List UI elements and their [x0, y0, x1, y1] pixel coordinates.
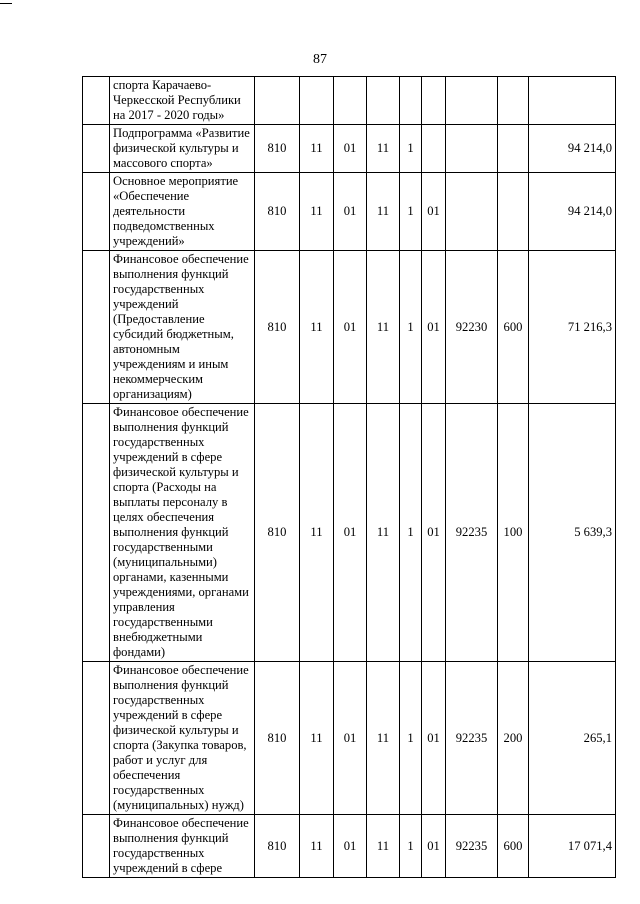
subprogram-code: 1	[400, 404, 422, 662]
table-row	[83, 125, 616, 173]
direction-code: 92230	[446, 251, 498, 404]
section-code: 11	[300, 404, 334, 662]
expense-name: Подпрограмма «Развитие физической культуры и массового спорта»	[110, 125, 255, 173]
amount: 265,1	[529, 662, 616, 815]
subprogram-code: 1	[400, 662, 422, 815]
direction-code: 92235	[446, 662, 498, 815]
subprogram-code: 1	[400, 815, 422, 878]
ministry-code: 810	[255, 251, 300, 404]
expense-type-code	[498, 173, 529, 251]
program-code	[367, 77, 400, 125]
expense-name: Основное мероприятие «Обеспечение деятельности подведомственных учреждений»	[110, 173, 255, 251]
subprogram-code: 1	[400, 173, 422, 251]
expense-type-code: 600	[498, 815, 529, 878]
table-row	[83, 815, 616, 878]
event-code: 01	[422, 815, 446, 878]
ministry-code: 810	[255, 815, 300, 878]
row-number-cell	[83, 125, 110, 173]
program-code: 11	[367, 173, 400, 251]
expense-type-code	[498, 125, 529, 173]
budget-table	[82, 76, 616, 878]
amount	[529, 77, 616, 125]
event-code: 01	[422, 662, 446, 815]
subsection-code: 01	[334, 662, 367, 815]
amount: 94 214,0	[529, 125, 616, 173]
section-code	[300, 77, 334, 125]
page-number: 87	[313, 52, 327, 67]
subsection-code	[334, 77, 367, 125]
table-row	[83, 251, 616, 404]
table-row	[83, 662, 616, 815]
amount: 5 639,3	[529, 404, 616, 662]
expense-name: Финансовое обеспечение выполнения функций государственных учреждений в сфере	[110, 815, 255, 878]
ministry-code: 810	[255, 173, 300, 251]
section-code: 11	[300, 125, 334, 173]
subsection-code: 01	[334, 173, 367, 251]
event-code: 01	[422, 251, 446, 404]
amount: 71 216,3	[529, 251, 616, 404]
section-code: 11	[300, 815, 334, 878]
subprogram-code	[400, 77, 422, 125]
table-row	[83, 173, 616, 251]
direction-code	[446, 173, 498, 251]
subsection-code: 01	[334, 251, 367, 404]
section-code: 11	[300, 173, 334, 251]
expense-name: Финансовое обеспечение выполнения функций государственных учреждений (Предоставление субсидий бюджетным, автономным учреждениям и иным некоммерческим организациям)	[110, 251, 255, 404]
table-row	[83, 404, 616, 662]
row-number-cell	[83, 815, 110, 878]
direction-code: 92235	[446, 815, 498, 878]
table-row	[83, 77, 616, 125]
direction-code	[446, 125, 498, 173]
ministry-code: 810	[255, 404, 300, 662]
row-number-cell	[83, 662, 110, 815]
expense-type-code: 200	[498, 662, 529, 815]
amount: 17 071,4	[529, 815, 616, 878]
ministry-code: 810	[255, 662, 300, 815]
expense-name: спорта Карачаево-Черкесской Республики на 2017 - 2020 годы»	[110, 77, 255, 125]
amount: 94 214,0	[529, 173, 616, 251]
event-code	[422, 77, 446, 125]
expense-type-code: 600	[498, 251, 529, 404]
subsection-code: 01	[334, 404, 367, 662]
direction-code: 92235	[446, 404, 498, 662]
section-code: 11	[300, 662, 334, 815]
ministry-code: 810	[255, 125, 300, 173]
program-code: 11	[367, 404, 400, 662]
program-code: 11	[367, 251, 400, 404]
event-code: 01	[422, 173, 446, 251]
expense-name: Финансовое обеспечение выполнения функций государственных учреждений в сфере физической культуры и спорта (Закупка товаров, работ и услуг для обеспечения государственных (муниципальных) нужд)	[110, 662, 255, 815]
expense-type-code	[498, 77, 529, 125]
expense-type-code: 100	[498, 404, 529, 662]
program-code: 11	[367, 125, 400, 173]
row-number-cell	[83, 77, 110, 125]
program-code: 11	[367, 815, 400, 878]
subsection-code: 01	[334, 815, 367, 878]
subprogram-code: 1	[400, 251, 422, 404]
event-code: 01	[422, 404, 446, 662]
event-code	[422, 125, 446, 173]
expense-name: Финансовое обеспечение выполнения функций государственных учреждений в сфере физической культуры и спорта (Расходы на выплаты персоналу в целях обеспечения выполнения функций государственными (муниципальными) органами, казенными учреждениями, органами управления государственными внебюджетными фондами)	[110, 404, 255, 662]
program-code: 11	[367, 662, 400, 815]
subprogram-code: 1	[400, 125, 422, 173]
section-code: 11	[300, 251, 334, 404]
row-number-cell	[83, 173, 110, 251]
row-number-cell	[83, 404, 110, 662]
ministry-code	[255, 77, 300, 125]
row-number-cell	[83, 251, 110, 404]
scan-corner-mark	[0, 3, 12, 4]
subsection-code: 01	[334, 125, 367, 173]
direction-code	[446, 77, 498, 125]
